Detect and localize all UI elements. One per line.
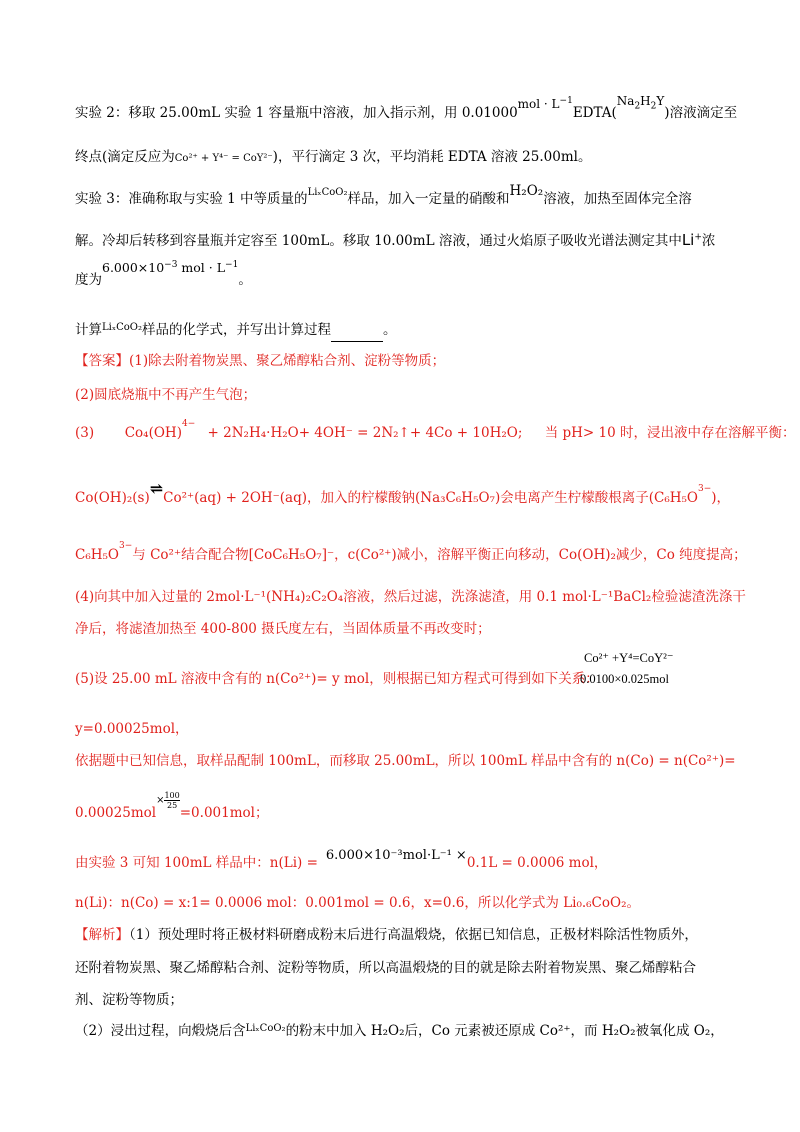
- answer-5-line4: [75, 791, 269, 825]
- analysis-p2-end: 的粉末中加入 H₂O₂后，Co 元素被还原成 Co²⁺，而 H₂O₂被氧化成 O₂，: [285, 1023, 724, 1039]
- exp2-line2-start: 终点(滴定反应为: [75, 149, 175, 165]
- answer-blank: [331, 329, 383, 342]
- fraction-denominator: 25: [167, 801, 178, 810]
- li-concentration: [102, 260, 238, 275]
- answer-3-label: (3): [75, 425, 95, 441]
- answer-5-line5: [75, 848, 608, 874]
- analysis-p1b-text: 还附着物炭黑、聚乙烯醇粘合剂、淀粉等物质，所以高温煅烧的目的就是除去附着物炭黑、聚乙烯醇粘合: [75, 960, 696, 976]
- exp3-line1: [75, 183, 692, 211]
- answer-tag: 【答案】: [75, 353, 129, 369]
- question-end: 。: [382, 322, 397, 338]
- answer-3-eq-b: + 2N₂H₄·H₂O+ 4OH⁻ = 2N₂↑+ 4Co + 10H₂O;: [207, 425, 523, 441]
- exp3-line2: 解。冷却后转移到容量瓶并定容至 100mL。移取 10.00mL 溶液，通过火焰原子吸收光谱法测定其中Li+浓: [75, 231, 716, 249]
- question-formula: LiₓCoO₂: [102, 322, 142, 333]
- answer-5-line5-eq: 6.000×10⁻³mol·L⁻¹ ×: [325, 848, 467, 863]
- analysis-p2: [75, 1021, 724, 1043]
- fraction-numerator: 100: [164, 791, 180, 800]
- answer-5-y-text: y=0.00025mol，: [75, 721, 189, 737]
- citrate-charge-2: 3−: [119, 540, 133, 551]
- answer-1: [75, 351, 445, 371]
- answer-3-line2-mid: Co²⁺(aq) + 2OH⁻(aq)，加入的柠檬酸钠(Na₃C₆H₅O₇)会电离产生柠檬酸根离子(C₆H₅O: [163, 490, 698, 506]
- answer-5-line4-start: 0.00025mol: [75, 805, 157, 821]
- answer-5-line5-start: 由实验 3 可知 100mL 样品中：n(Li) =: [75, 855, 318, 871]
- h-symbol: H: [640, 94, 651, 108]
- equilibrium-arrow-icon: ⇌: [149, 479, 164, 498]
- na-symbol: Na: [616, 94, 635, 108]
- li-symbol: Li: [681, 231, 695, 249]
- exp3-line3-start: 度为: [75, 272, 102, 288]
- answer-3-line3-text: 与 Co²⁺结合配合物[CoC₆H₅O₇]⁻，c(Co²⁺)减小，溶解平衡正向移动，Co(OH)₂减少，Co 纯度提高；: [132, 547, 747, 563]
- answer-4-line1: [75, 587, 746, 607]
- answer-5-line1: [75, 669, 599, 689]
- answer-2-text: (2)圆底烧瓶中不再产生气泡；: [75, 387, 257, 403]
- answer-5-line6-text: n(Li)：n(Co) = x:1= 0.0006 mol：0.001mol = 0.6，x=0.6，所以化学式为 Li₀.₆CoO₂。: [75, 895, 640, 911]
- exp2-line1: [75, 94, 738, 123]
- question-text: 计算: [75, 322, 102, 338]
- answer-5-line3-text: 依据题中已知信息，取样品配制 100mL，而移取 25.00mL，所以 100mL 样品中含有的 n(Co) = n(Co²⁺)=: [75, 753, 736, 769]
- answer-5-eq-top: Co²⁺ +Y⁴=CoY²⁻: [584, 651, 674, 665]
- exp2-line2-end: )，平行滴定 3 次，平均消耗 EDTA 溶液 25.00ml。: [272, 149, 592, 165]
- answer-3-line3-start: C₆H₅O: [75, 547, 119, 563]
- unit-mol-per-l: [518, 97, 573, 111]
- exp2-text-end: )溶液滴定至: [664, 105, 738, 121]
- question-text-b: 样品的化学式，并写出计算过程: [141, 322, 331, 338]
- answer-3-line1: [75, 418, 796, 443]
- answer-1-text: (1)除去附着物炭黑、聚乙烯醇粘合剂、淀粉等物质；: [129, 353, 446, 369]
- titration-reaction: Co²⁺ + Y⁴⁻ = CoY²⁻: [174, 153, 273, 164]
- analysis-p2-start: （2）浸出过程，向煅烧后含: [75, 1023, 246, 1039]
- exp2-line2: [75, 147, 591, 169]
- conc-unit: mol · L: [177, 260, 226, 275]
- answer-5-line6: [75, 893, 640, 913]
- answer-5-eq-bottom: 0.0100×0.025mol: [580, 672, 669, 686]
- exp3-line3-end: 。: [238, 272, 252, 288]
- answer-5-line5-end: 0.1L = 0.0006 mol，: [466, 855, 608, 871]
- citrate-charge: 3−: [698, 483, 712, 494]
- conc-exp: −3: [164, 259, 178, 270]
- analysis-p1c: [75, 990, 183, 1010]
- analysis-p1a: [75, 925, 698, 945]
- exp3-line2-text: 解。冷却后转移到容量瓶并定容至 100mL。移取 10.00mL 溶液，通过火焰原子吸收光谱法测定其中: [75, 233, 682, 249]
- exp3-text-mid: 样品，加入一定量的硝酸和: [347, 191, 510, 207]
- exp2-text: 实验 2：移取 25.00mL 实验 1 容量瓶中溶液，加入指示剂，用 0.01000: [75, 105, 518, 121]
- answer-3-line2: [75, 479, 731, 508]
- answer-3-line2-end: )，: [711, 490, 731, 506]
- analysis-p1a-text: （1）预处理时将正极材料研磨成粉末后进行高温煅烧，依据已知信息，正极材料除活性物质外，: [129, 927, 698, 943]
- answer-3-eq: Co₄(OH): [124, 425, 182, 441]
- na2h2y-formula: $Na_2H_2Y$: [616, 94, 665, 112]
- answer-3-note: 当 pH> 10 时，浸出液中存在溶解平衡：: [544, 425, 796, 441]
- conc-value: 6.000×10: [102, 260, 165, 275]
- answer-3-line2-start: Co(OH)₂(s): [75, 490, 150, 506]
- analysis-tag: 【解析】: [75, 927, 129, 943]
- answer-3-line3: [75, 540, 747, 565]
- answer-5-y: [75, 719, 189, 739]
- answer-2: [75, 385, 256, 405]
- answer-4-text-2: 净后，将滤渣加热至 400-800 摄氏度左右，当固体质量不再改变时；: [75, 621, 491, 637]
- unit-exp: −1: [559, 96, 573, 106]
- conc-unit-exp: −1: [225, 259, 239, 270]
- analysis-p1b: [75, 958, 696, 978]
- h2o2-formula: H₂O₂: [509, 183, 544, 199]
- edta-label: EDTA(: [572, 105, 617, 121]
- exp3-text-end: 溶液，加热至固体完全溶: [543, 191, 692, 207]
- answer-5-line3: [75, 751, 736, 771]
- exp3-line2-end: 浓: [701, 233, 716, 249]
- exp3-text: 实验 3：准确称取与实验 1 中等质量的: [75, 191, 308, 207]
- answer-3-eq-exp: 4−: [181, 418, 196, 429]
- question-line: [75, 320, 396, 342]
- answer-5-text: (5)设 25.00 mL 溶液中含有的 n(Co²⁺)= y mol，则根据已知方程式可得到如下关系：: [75, 671, 599, 687]
- analysis-p2-formula: LiₓCoO₂: [245, 1023, 286, 1034]
- answer-5-line4-end: =0.001mol；: [179, 805, 269, 821]
- analysis-p1c-text: 剂、淀粉等物质；: [75, 992, 183, 1008]
- answer-4-text: (4)向其中加入过量的 2mol·L⁻¹(NH₄)₂C₂O₄溶液，然后过滤，洗涤滤渣，用 0.1 mol·L⁻¹BaCl₂检验滤渣洗涤干: [75, 589, 746, 605]
- ratio-fraction: × 100 25: [156, 791, 180, 810]
- answer-4-line2: [75, 619, 491, 639]
- unit-label: mol · L: [517, 97, 560, 111]
- lixcoo2-formula: LiₓCoO₂: [307, 187, 348, 198]
